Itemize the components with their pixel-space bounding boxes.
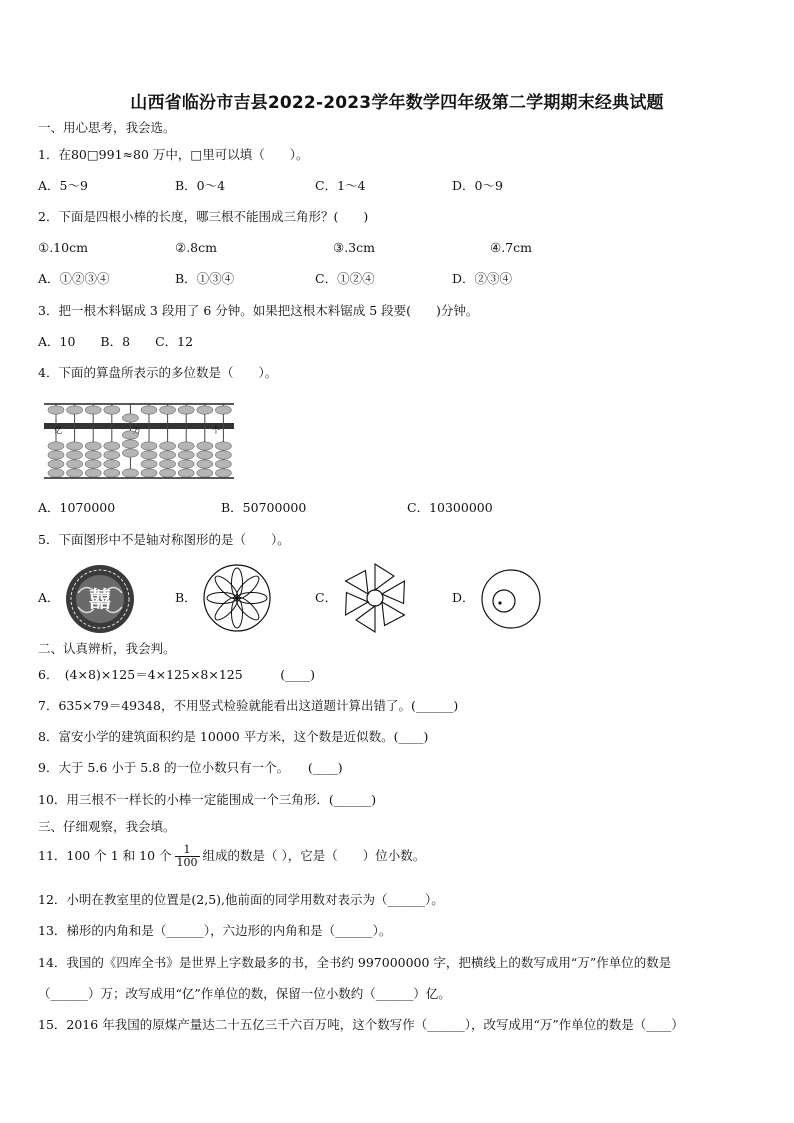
abacus-figure bbox=[44, 398, 236, 480]
abacus-upper-bead bbox=[197, 406, 213, 414]
abacus-upper-bead bbox=[141, 406, 157, 414]
question-5-option-d-label[interactable]: D． bbox=[452, 590, 475, 605]
option-a-emblem-figure[interactable] bbox=[64, 563, 136, 635]
question-4-option-b[interactable]: B．50700000 bbox=[221, 500, 307, 515]
question-11-post: 组成的数是（ ），它是（ ）位小数。 bbox=[202, 848, 426, 863]
fraction-one-hundredth bbox=[175, 844, 200, 869]
question-8: 8．富安小学的建筑面积约是 10000 平方米，这个数是近似数。(____) bbox=[38, 729, 429, 744]
abacus-lower-bead bbox=[178, 442, 194, 450]
abacus-upper-bead bbox=[104, 406, 120, 414]
question-2-option-d[interactable]: D．②③④ bbox=[452, 271, 513, 286]
question-13: 13．梯形的内角和是（______），六边形的内角和是（______）。 bbox=[38, 923, 392, 938]
abacus-lower-bead bbox=[67, 451, 83, 459]
abacus-lower-bead bbox=[67, 460, 83, 468]
abacus-lower-bead bbox=[178, 460, 194, 468]
question-5-option-b-label[interactable]: B． bbox=[175, 590, 197, 605]
question-4-option-c[interactable]: C．10300000 bbox=[407, 500, 493, 515]
abacus-lower-bead bbox=[85, 469, 101, 477]
abacus-upper-bead bbox=[122, 414, 138, 422]
abacus-lower-bead bbox=[122, 469, 138, 477]
question-1-option-b[interactable]: B．0～4 bbox=[175, 178, 226, 193]
question-12: 12．小明在教室里的位置是(2,5),他前面的同学用数对表示为（______）。 bbox=[38, 892, 444, 907]
abacus-lower-bead bbox=[67, 442, 83, 450]
question-1-option-a[interactable]: A．5～9 bbox=[38, 178, 88, 193]
inner-circle-center-dot bbox=[498, 601, 501, 604]
question-14-line-1: 14．我国的《四库全书》是世界上字数最多的书，全书约 997000000 字，把横线上的数写成用“万”作单位的数是 bbox=[38, 955, 672, 970]
question-14-line-2: （______）万；改写成用“亿”作单位的数，保留一位小数约（______）亿。 bbox=[38, 986, 451, 1001]
option-b-flower-figure[interactable] bbox=[202, 563, 272, 633]
page-title: 山西省临汾市吉县2022-2023学年数学四年级第二学期期末经典试题 bbox=[130, 93, 664, 113]
fraction-denominator: 100 bbox=[176, 856, 198, 869]
abacus-upper-bead bbox=[48, 406, 64, 414]
pinwheel-blade bbox=[346, 565, 378, 594]
abacus-upper-bead bbox=[85, 406, 101, 414]
abacus-label-yi: 亿 bbox=[54, 426, 62, 435]
fraction-numerator: 1 bbox=[175, 844, 200, 857]
pinwheel-blades bbox=[338, 564, 412, 632]
abacus-lower-bead bbox=[48, 451, 64, 459]
abacus-lower-bead bbox=[178, 469, 194, 477]
abacus-lower-bead bbox=[104, 451, 120, 459]
abacus-lower-bead bbox=[141, 442, 157, 450]
question-1-option-d[interactable]: D．0～9 bbox=[452, 178, 503, 193]
question-7: 7．635×79＝49348，不用竖式检验就能看出这道题计算出错了。(______) bbox=[38, 698, 459, 713]
abacus-lower-bead bbox=[48, 460, 64, 468]
question-2-option-b[interactable]: B．①③④ bbox=[175, 271, 235, 286]
question-6: 6． (4×8)×125＝4×125×8×125 (____) bbox=[38, 667, 315, 682]
abacus-lower-bead bbox=[160, 451, 176, 459]
question-9: 9．大于 5.6 小于 5.8 的一位小数只有一个。 (____) bbox=[38, 760, 343, 775]
abacus-lower-bead bbox=[122, 440, 138, 448]
abacus-lower-bead bbox=[141, 451, 157, 459]
stick-3-length: ③.3cm bbox=[333, 240, 375, 255]
section-1-heading: 一、用心思考，我会选。 bbox=[38, 120, 176, 135]
pinwheel-blade bbox=[372, 602, 404, 631]
abacus-lower-bead bbox=[197, 469, 213, 477]
question-4-option-a[interactable]: A．1070000 bbox=[38, 500, 116, 515]
pinwheel-blade bbox=[338, 586, 368, 615]
pinwheel-center-circle bbox=[367, 590, 383, 606]
stick-2-length: ②.8cm bbox=[175, 240, 217, 255]
inner-circle bbox=[493, 590, 515, 612]
stick-1-length: ①.10cm bbox=[38, 240, 88, 255]
abacus-lower-bead bbox=[215, 469, 231, 477]
abacus-lower-bead bbox=[104, 442, 120, 450]
abacus-lower-bead bbox=[104, 469, 120, 477]
abacus-lower-bead bbox=[104, 460, 120, 468]
abacus-lower-bead bbox=[85, 451, 101, 459]
abacus-label-wan: 万 bbox=[133, 426, 141, 435]
abacus-lower-bead bbox=[160, 460, 176, 468]
question-4-stem: 4．下面的算盘所表示的多位数是（ ）。 bbox=[38, 365, 278, 380]
pinwheel-blade bbox=[356, 606, 375, 632]
flower-petals bbox=[207, 568, 267, 628]
abacus-lower-bead bbox=[67, 469, 83, 477]
abacus-upper-bead bbox=[178, 406, 194, 414]
abacus-lower-bead bbox=[141, 469, 157, 477]
abacus-lower-bead bbox=[141, 460, 157, 468]
abacus-upper-bead bbox=[67, 406, 83, 414]
abacus-lower-bead bbox=[48, 442, 64, 450]
abacus-lower-bead bbox=[197, 451, 213, 459]
question-11-pre: 11．100 个 1 和 10 个 bbox=[38, 848, 172, 863]
abacus-lower-bead bbox=[197, 460, 213, 468]
question-5-stem: 5．下面图形中不是轴对称图形的是（ ）。 bbox=[38, 532, 290, 547]
section-2-heading: 二、认真辨析，我会判。 bbox=[38, 641, 176, 656]
abacus-lower-bead bbox=[122, 449, 138, 457]
question-5-option-a-label[interactable]: A． bbox=[38, 590, 60, 605]
option-d-circles-figure[interactable] bbox=[480, 568, 542, 630]
question-3-stem: 3．把一根木料锯成 3 段用了 6 分钟。如果把这根木料锯成 5 段要( )分钟。 bbox=[38, 303, 479, 318]
abacus-lower-bead bbox=[160, 442, 176, 450]
abacus-upper-bead bbox=[215, 406, 231, 414]
abacus-lower-bead bbox=[215, 460, 231, 468]
abacus-lower-bead bbox=[197, 442, 213, 450]
abacus-lower-bead bbox=[215, 451, 231, 459]
option-c-pinwheel-figure[interactable] bbox=[338, 562, 412, 634]
question-10: 10．用三根不一样长的小棒一定能围成一个三角形．(______) bbox=[38, 792, 377, 807]
stick-4-length: ④.7cm bbox=[490, 240, 532, 255]
abacus-lower-bead bbox=[48, 469, 64, 477]
question-1-stem: 1．在80□991≈80 万中，□里可以填（ ）。 bbox=[38, 147, 309, 162]
abacus-lower-bead bbox=[85, 442, 101, 450]
question-15: 15．2016 年我国的原煤产量达二十五亿三千六百万吨，这个数写作（______），改写成用“万”作单位的数是（____） bbox=[38, 1017, 684, 1032]
abacus-label-ge: 个 bbox=[212, 426, 220, 435]
abacus-lower-bead bbox=[85, 460, 101, 468]
question-5-option-c-label[interactable]: C． bbox=[315, 590, 338, 605]
question-3-options[interactable]: A．10 B．8 C．12 bbox=[38, 334, 194, 349]
abacus-upper-bead bbox=[160, 406, 176, 414]
question-2-option-a[interactable]: A．①②③④ bbox=[38, 271, 110, 286]
question-1-option-c[interactable]: C．1～4 bbox=[315, 178, 366, 193]
emblem-double-happiness-glyph: 囍 bbox=[88, 588, 112, 613]
abacus-lower-bead bbox=[215, 442, 231, 450]
question-2-stem: 2．下面是四根小棒的长度，哪三根不能围成三角形？( ) bbox=[38, 209, 369, 224]
question-11 bbox=[38, 838, 425, 874]
section-3-heading: 三、仔细观察，我会填。 bbox=[38, 819, 176, 834]
pinwheel-blade bbox=[375, 564, 394, 590]
question-2-option-c[interactable]: C．①②④ bbox=[315, 271, 375, 286]
outer-circle bbox=[482, 570, 540, 628]
abacus-lower-bead bbox=[160, 469, 176, 477]
pinwheel-blade bbox=[382, 581, 412, 610]
abacus-lower-bead bbox=[178, 451, 194, 459]
